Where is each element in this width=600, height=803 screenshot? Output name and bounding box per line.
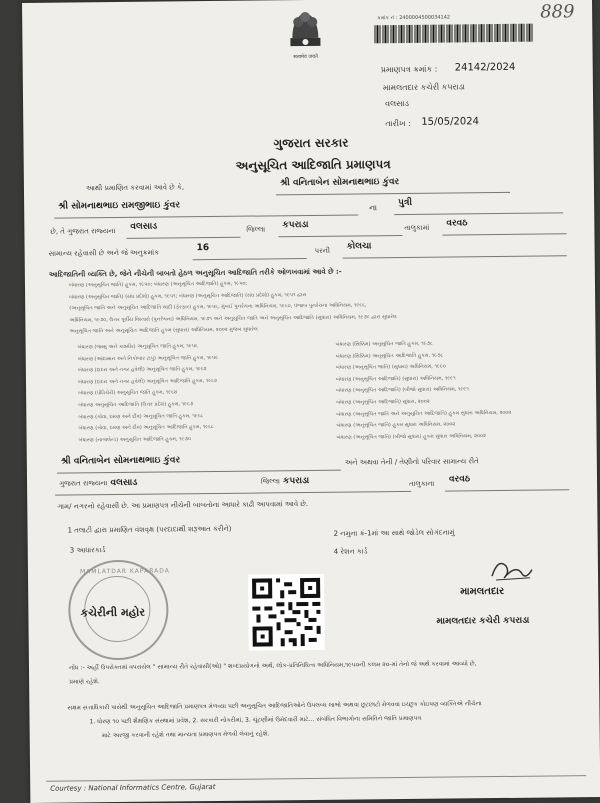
basis-item: 4 રેશન કાર્ડ (333, 547, 368, 556)
village-label: ગામ/ નગરનો રહેવાસી છે. આ પ્રમાણપત્ર નીચેની બાબતોના આધારે કાઢી આપવામાં આવે છે. (57, 500, 309, 511)
barcode-text: ક્રમાંક નં : 2400004500034142 (377, 14, 451, 22)
order-item: બંધારણ (ગોવા, દમણ અને દીવ) અનુસૂચિત જાતિ હુકમ, ૧૯૬૮ (78, 412, 204, 420)
emblem-motto: सत्यमेव जयते (293, 53, 318, 61)
district-value-2: વલસાડ (110, 477, 138, 489)
order-item: બંધારણ (ગોવા, દમણ અને દીવ) અનુસૂચિત આદિજાતિ હુકમ, ૧૯૬૮ (78, 424, 214, 432)
para-line: (અનુસૂચિત જાતિ અને અનુસૂચિત આદિજાતિ યાદી (ફેરફાર) હુકમ, ૧૯૫૬, મુંબઈ પુનર્રચના અધિનિયમ, ૧૯૬૦, પંજાબ પુનર્રચના અધિનિયમ, ૧૯૬૬, (69, 302, 367, 312)
barcode-icon (374, 24, 534, 44)
order-item: બંધારણ (નાગાલેન્ડ) અનુસૂચિત આદિજાતિ હુકમ, ૧૯૭૦ (78, 435, 192, 444)
seal-center-text: કચેરીની મહોર (80, 605, 146, 620)
orders-right-list (336, 338, 512, 444)
resident-label: સામાન્ય રહેવાસી છે અને જે અનુક્રમાંક (48, 248, 160, 258)
footer-courtesy: Courtesy : National Informatics Centre, Gujarat (50, 783, 216, 793)
order-item: બંધારણ (પોંડિચેરી) અનુસૂચિત જાતિ હુકમ, ૧૯૬૪ (78, 389, 178, 397)
national-emblem (284, 4, 327, 61)
date-label: તારીખ : (385, 118, 411, 129)
orders-left-list (78, 341, 220, 447)
signatory-office: મામલતદાર કચેરી કપરાડા (436, 615, 530, 627)
order-item: બંધારણ અનુસૂચિત આદિજાતિ (ઉત્તર પ્રદેશ) હુકમ, ૧૯૬૭ (78, 401, 194, 409)
order-item: બંધારણ (અનુસૂચિત આદિજાતિ) સુધારા, ૨૦૦૨ (336, 398, 430, 406)
cert-no-label: પ્રમાણપત્ર ક્રમાંક : (380, 64, 438, 75)
handwritten-number: 889 (540, 1, 575, 23)
order-item: બંધારણ (સિક્કિમ) અનુસૂચિત આદિજાતિ હુકમ, ૧૯૭૮ (335, 352, 444, 360)
family-label: અને અથવા તેની / તેણીનો પરિવાર સામાન્ય રીતે (344, 457, 479, 467)
order-item: બંધારણ (સિક્કિમ) અનુસૂચિત જાતિ હુકમ, ૧૯૭૮ (335, 340, 433, 348)
order-item: બંધારણ (દાદરા અને નગર હવેલી) અનુસૂચિત આદિજાતિ હુકમ, ૧૯૬૨ (77, 377, 218, 386)
note-line: સક્ષમ સત્તાધિકારી પાસેથી અનુસૂચિત આદિજાતિ પ્રમાણપત્ર મેળવ્યા પછી અનુસૂચિત આદિજાતિઓને ઉપલબ્ધ લાભો અથવા છૂટછાટો મેળવવા ઇચ્છુક કોઇપણ વ્યક્તિએ નીચેના (67, 700, 482, 712)
note-line: નોંધ :- અહીં ઉપરોક્તમાં વપરાયેલ " સામાન્ય રીતે રહેવાસી(ઓ) " શબ્દપ્રયોગનો અર્થ, લોક-પ્રતિનિધિત્વ અધિનિયમ,૧૯૫૦ની કલમ ૨૦-માં તેનો જે અર્થ કરવામાં આવ્યો છે, (68, 660, 477, 672)
order-item: બંધારણ (દાદરા અને નગર હવેલી) અનુસૂચિત જાતિ હુકમ, ૧૯૬૨ (77, 366, 207, 374)
footer-divider (46, 775, 586, 782)
signature-icon (486, 554, 536, 589)
para-lines (69, 277, 397, 338)
order-item: બંધારણ (અનુસૂચિત જાતિ) (સુધારા) અધિનિયમ, ૧૯૯૦ (335, 363, 446, 371)
taluka-value: કપરાડા (278, 219, 402, 237)
para-line: બંધારણ (અનુસૂચિત જાતિ) (સંઘ પ્રદેશો) હુકમ, ૧૯૫૧; બંધારણ (અનુસૂચિત આદિજાતિ) (સંઘ પ્રદેશો) હુકમ, ૧૯૫૧ દ્વારા (69, 291, 307, 301)
district-label-2: જિલ્લા (260, 477, 280, 486)
order-item: બંધારણ (અનુસૂચિત આદિજાતિ) (બીજો સુધારા) અધિનિયમ, ૧૯૯૧ (336, 386, 469, 395)
district-value: વલસાડ (126, 221, 240, 239)
signatory-title: મામલતદાર (460, 585, 505, 598)
seal-ring-text: MAMLATDAR KAPARADA (79, 567, 170, 576)
order-item: બંધારણ (અનુસૂચિત જાતિ) હુકમ સુધારા અધિનિયમ, ૨૦૦૨ (336, 421, 456, 429)
order-item: બંધારણ (અનુસૂચિત જાતિ) (બીજો સુધારા) હુકમ સુધારા અધિનિયમ, ૨૦૦૨ (336, 432, 487, 441)
title-line1: ગુજરાત સરકાર (273, 135, 349, 151)
para-line: અધિનિયમ, ૧૯૭૦, ઉત્તર પૂર્વીય વિસ્તારો (પુનર્રચના) અધિનિયમ, ૧૯૭૧ અને અનુસૂચિત જાતિ અને અનુસૂચિત આદિજાતિ (સુધારા) અધિનિયમ, ૧૯૭૬ દ્વારા સુધારેલ (69, 313, 397, 324)
taluka-value-2: કપરાડા (282, 476, 310, 487)
para-line: બંધારણ (અનુસૂચિત જાતિ) હુકમ, ૧૯૫૦; બંધારણ (અનુસૂચિત આદિજાતિ) હુકમ, ૧૯૫૦; (68, 280, 248, 289)
taluka-group-2 (257, 475, 411, 494)
relation-value: પુત્રી (394, 196, 563, 215)
note-line: 1. ધોરણ ૧૦ પછી શૈક્ષણિક સંસ્થામાં પ્રવેશ, 2. સરકારી નોકરીમાં, 3. ચૂંટણીમાં ઉમેદવારી માટે... સંબંધિત વિભાગોના સમિતિને જાતિ પ્રમાણપત્ર (89, 714, 422, 726)
taluka-label: તાલુકામાં (404, 223, 430, 232)
cert-no: 24142/2024 (454, 61, 516, 74)
district-label: જિલ્લા (246, 225, 266, 234)
tribe-label: પરની (314, 246, 331, 255)
para-line: અનુસૂચિત જાતિ અને અનુસૂચિત આદિજાતિ હુકમ (સુધારા) અધિનિયમ, ૨૦૦૨ મુજબ સુધારેલ (69, 326, 258, 335)
order-item: બંધારણ (અનુસૂચિત આદિજાતિ) (સુધારા) અધિનિયમ, ૧૯૯૧ (335, 375, 456, 383)
qr-code-icon (248, 574, 325, 651)
basis-item: 2 નમુના ક્રં-1માં આ સાથે જોડેલ સોગંદનામું (333, 528, 455, 538)
tribe-value: કોલચા (343, 239, 567, 258)
note-line: માટે અરજી કરવાની રહેશે તથા માન્યતા પ્રમાણપત્ર મેળવી લેવાનું રહેશે. (101, 730, 270, 740)
basis-item: 3 આધારકાર્ડ (69, 546, 106, 555)
applicant-name-2: શ્રી વનિતાબેન સોમનાથભાઇ કુંવર (57, 454, 341, 474)
title-line2: અનુસૂચિત આદિજાતિ પ્રમાણપત્ર (235, 157, 391, 173)
basis-item: 1 તલાટી દ્વારા પ્રમાણિત વંશવૃક્ષ (પરદાદાથી શરૂઆત કરીને) (67, 524, 232, 535)
order-item: બંધારણ (અનુસૂચિત જાતિ અને અનુસૂચિત આદિજાતિ) હુકમ સુધારા અધિનિયમ, ૨૦૦૨ (336, 409, 512, 418)
tribe-statement: આદિજાતિની વ્યક્તિ છે, જેને નીચેની બાબતો હેઠળ અનુસૂચિત આદિજાતિ તરીકે ઓળખવામાં આવે છે :- (48, 267, 342, 279)
certify-text: આથી પ્રમાણિત કરવામાં આવે છે કે, (85, 183, 185, 193)
certificate-document (22, 0, 600, 803)
applicant-name: શ્રી વનિતાબેન સોમનાથભાઇ કુંવર (276, 176, 510, 195)
relation-label: ના (369, 203, 378, 213)
village-value-2: વરવઠ (445, 473, 569, 491)
village-value: વરવઠ (442, 217, 566, 235)
state-district-2 (55, 477, 259, 496)
lion-capital-icon (284, 4, 326, 50)
state-label-2: ગુજરાત રાજ્યના (59, 479, 108, 488)
serial-value: 16 (193, 242, 307, 260)
date-value: 15/05/2024 (421, 116, 479, 128)
state-label: છે, તે ગુજરાત રાજ્યના (50, 227, 116, 236)
office-name: મામલતદાર કચેરી કપરાડા (382, 82, 465, 93)
taluka-label-2: તાલુકાના (409, 479, 435, 488)
parent-name: શ્રી સોમનાથભાઇ રામજીભાઇ કુંવર (54, 198, 358, 218)
office-district: વલસાડ (385, 98, 410, 109)
note-line: પ્રમાણે રહેશે. (69, 678, 100, 686)
order-item: બંધારણ (આંદામાન અને નિકોબાર ટાપુ) અનુસૂચિત જાતિ હુકમ, ૧૯૫૯ (77, 354, 219, 363)
order-item: બંધારણ (જમ્મુ અને કાશ્મીર) અનુસૂચિત જાતિ હુકમ, ૧૯૫૬ (77, 343, 198, 351)
